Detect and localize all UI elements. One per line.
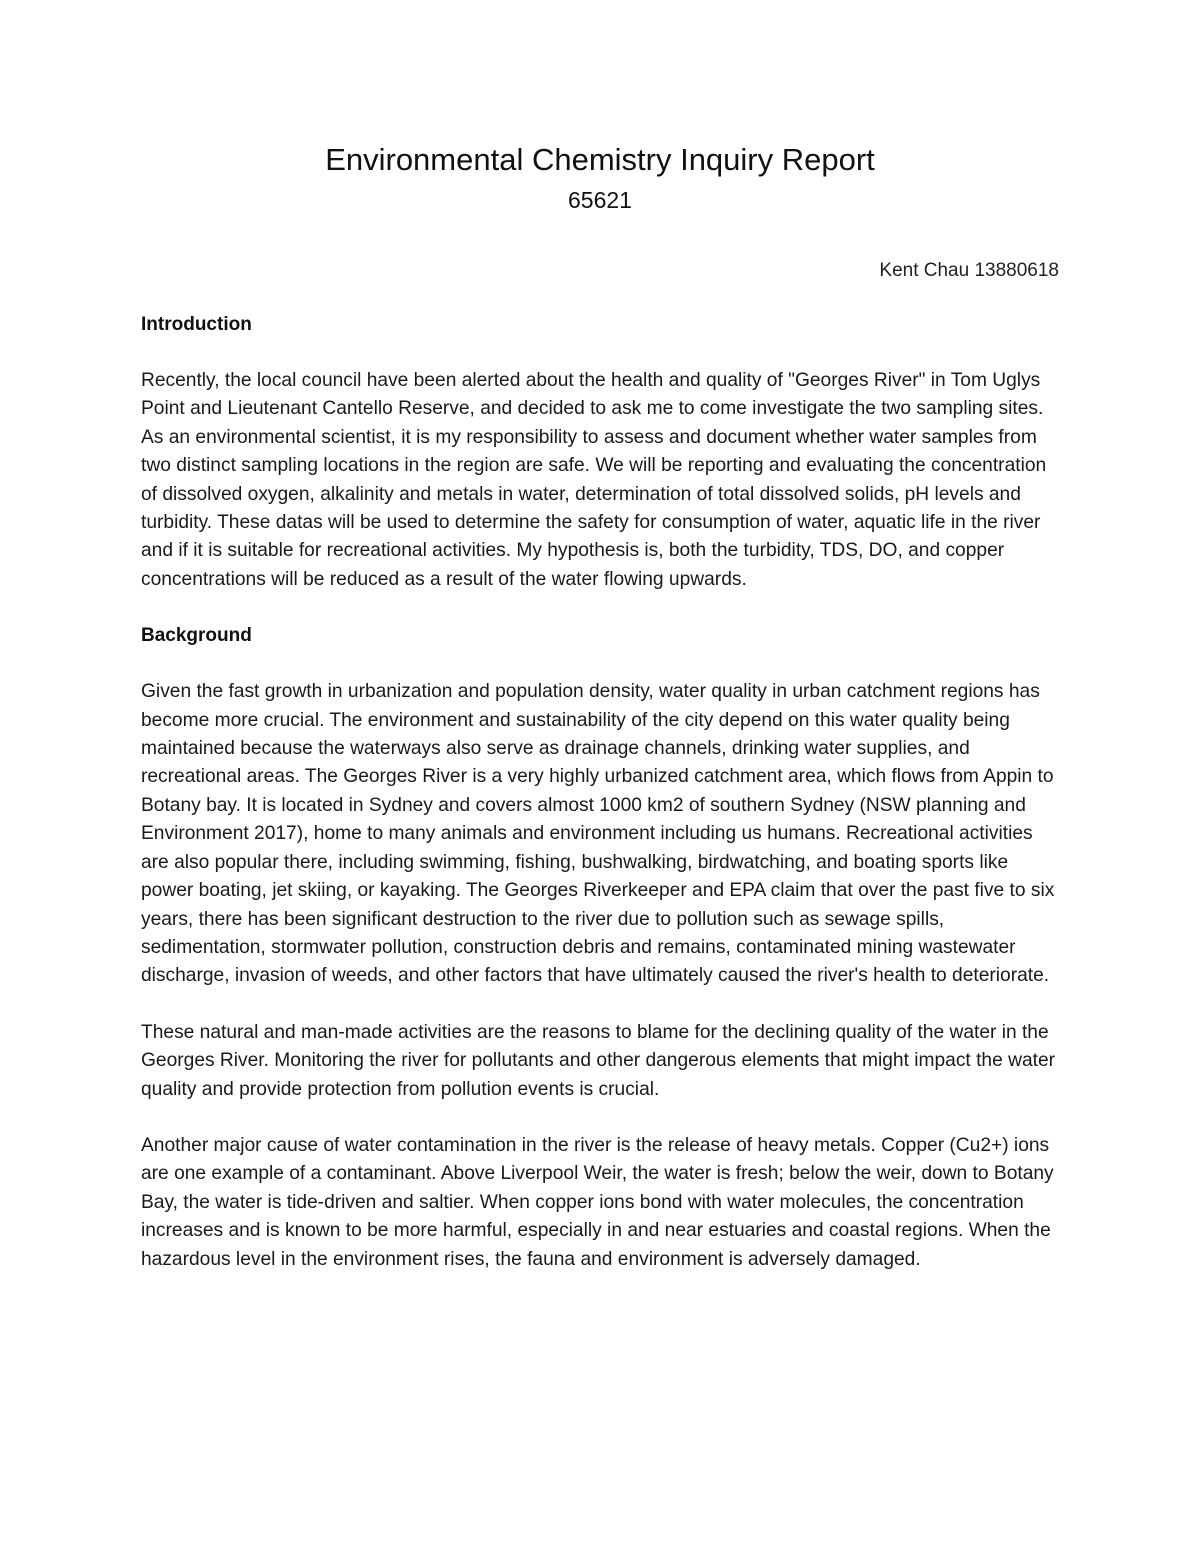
background-paragraph-1: Given the fast growth in urbanization and population density, water quality in urban catchment regions has become more crucial. The environment and sustainability of the city depend on this water quality being maintained because the waterways also serve as drainage channels, drinking water supplies, and recreational areas. The Georges River is a very highly urbanized catchment area, which flows from Appin to Botany bay. It is located in Sydney and covers almost 1000 km2 of southern Sydney (NSW planning and Environment 2017), home to many animals and environment including us humans. Recreational activities are also popular there, including swimming, fishing, bushwalking, birdwatching, and boating sports like power boating, jet skiing, or kayaking. The Georges Riverkeeper and EPA claim that over the past five to six years, there has been significant destruction to the river due to pollution such as sewage spills, sedimentation, stormwater pollution, construction debris and remains, contaminated mining wastewater discharge, invasion of weeds, and other factors that have ultimately caused the river's health to deteriorate.	[141, 681, 1055, 987]
subject-code: 65621	[568, 187, 632, 213]
introduction-heading: Introduction	[141, 314, 252, 335]
introduction-paragraph: Recently, the local council have been alerted about the health and quality of "Georges River" in Tom Uglys Point and Lieutenant Cantello Reserve, and decided to ask me to come investigate the two sampling sites. As an environmental scientist, it is my responsibility to assess and document whether water samples from two distinct sampling locations in the region are safe. We will be reporting and evaluating the concentration of dissolved oxygen, alkalinity and metals in water, determination of total dissolved solids, pH levels and turbidity. These datas will be used to determine the safety for consumption of water, aquatic life in the river and if it is suitable for recreational activities. My hypothesis is, both the turbidity, TDS, DO, and copper concentrations will be reduced as a result of the water flowing upwards.	[141, 370, 1047, 590]
report-body	[141, 311, 1061, 1302]
background-heading: Background	[141, 625, 252, 647]
background-paragraph-3: Another major cause of water contamination in the river is the release of heavy metals. Copper (Cu2+) ions are one example of a contaminant. Above Liverpool Weir, the water is fresh; below the weir, down to Botany Bay, the water is tide-driven and saltier. When copper ions bond with water molecules, the concentration increases and is known to be more harmful, especially in and near estuaries and coastal regions. When the hazardous level in the environment rises, the fauna and environment is adversely damaged.	[141, 1134, 1054, 1270]
document-title: Environmental Chemistry Inquiry Report	[325, 142, 875, 177]
background-section	[141, 622, 1061, 1274]
author-line: Kent Chau 13880618	[879, 260, 1059, 281]
introduction-section	[141, 311, 1061, 594]
background-paragraph-2: These natural and man-made activities are the reasons to blame for the declining quality of the water in the Georges River. Monitoring the river for pollutants and other dangerous elements that might impact the water quality and provide protection from pollution events is crucial.	[141, 1021, 1056, 1100]
